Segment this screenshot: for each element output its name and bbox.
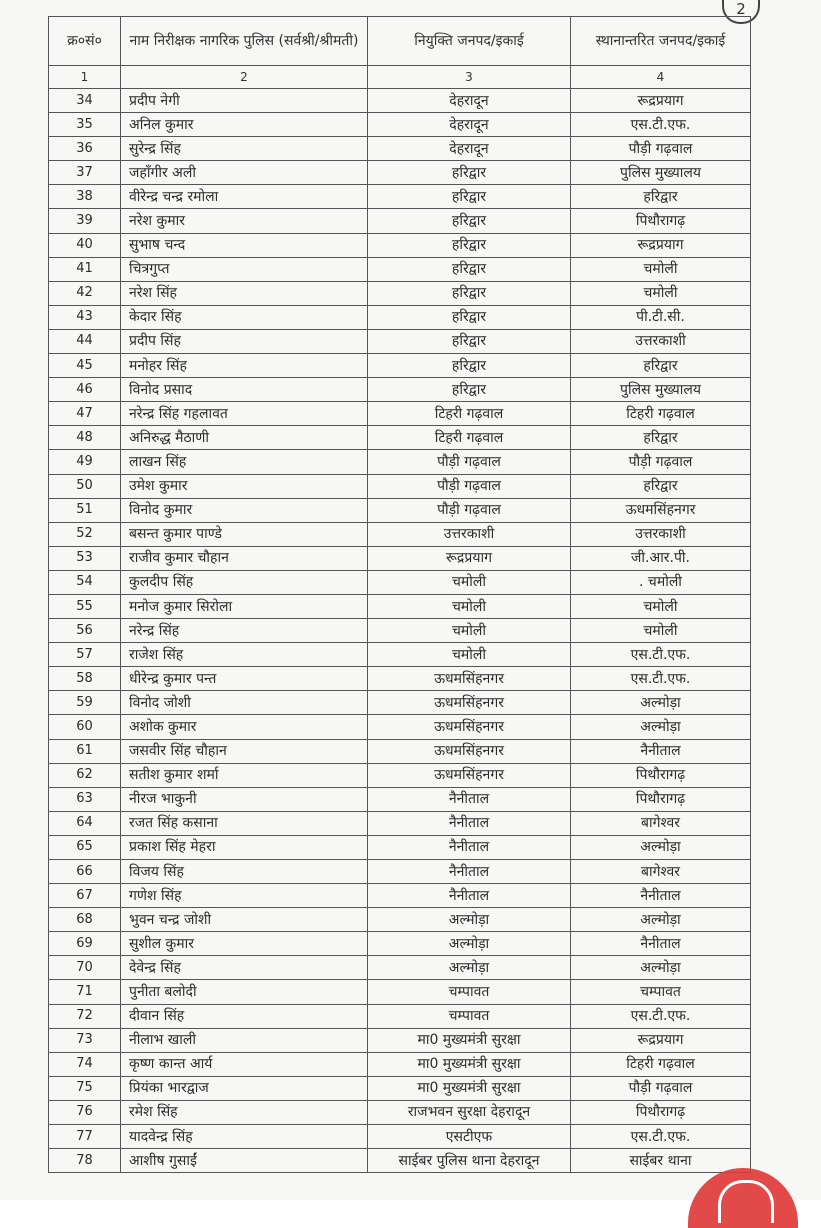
table-row xyxy=(49,354,751,378)
table-row xyxy=(49,1028,751,1052)
posting-cell: ऊधमसिंहनगर xyxy=(368,667,571,691)
table-row xyxy=(49,594,751,618)
table-row xyxy=(49,570,751,594)
serial-cell: 35 xyxy=(49,113,121,137)
transfer-cell: रूद्रप्रयाग xyxy=(571,233,751,257)
table-row xyxy=(49,305,751,329)
serial-cell: 52 xyxy=(49,522,121,546)
serial-cell: 65 xyxy=(49,835,121,859)
posting-cell: देहरादून xyxy=(368,113,571,137)
serial-cell: 56 xyxy=(49,619,121,643)
table-row xyxy=(49,426,751,450)
posting-cell: मा0 मुख्यमंत्री सुरक्षा xyxy=(368,1052,571,1076)
serial-cell: 57 xyxy=(49,643,121,667)
name-cell: नरेन्द्र सिंह गहलावत xyxy=(121,402,368,426)
table-row xyxy=(49,932,751,956)
posting-cell: हरिद्वार xyxy=(368,257,571,281)
transfer-cell: एस.टी.एफ. xyxy=(571,1125,751,1149)
table-row xyxy=(49,161,751,185)
serial-cell: 62 xyxy=(49,763,121,787)
posting-cell: नैनीताल xyxy=(368,884,571,908)
transfer-cell: एस.टी.एफ. xyxy=(571,667,751,691)
transfer-cell: अल्मोड़ा xyxy=(571,956,751,980)
posting-cell: चम्पावत xyxy=(368,1004,571,1028)
name-cell: सुरेन्द्र सिंह xyxy=(121,137,368,161)
transfer-cell: पौड़ी गढ़वाल xyxy=(571,1076,751,1100)
posting-cell: देहरादून xyxy=(368,89,571,113)
posting-cell: देहरादून xyxy=(368,137,571,161)
name-cell: दीवान सिंह xyxy=(121,1004,368,1028)
table-row xyxy=(49,835,751,859)
serial-cell: 76 xyxy=(49,1100,121,1124)
serial-cell: 47 xyxy=(49,402,121,426)
transfer-cell: हरिद्वार xyxy=(571,426,751,450)
posting-cell: राजभवन सुरक्षा देहरादून xyxy=(368,1100,571,1124)
posting-cell: चमोली xyxy=(368,643,571,667)
transfer-cell: पिथौरागढ़ xyxy=(571,787,751,811)
name-cell: रमेश सिंह xyxy=(121,1100,368,1124)
serial-cell: 55 xyxy=(49,594,121,618)
posting-cell: हरिद्वार xyxy=(368,281,571,305)
serial-cell: 42 xyxy=(49,281,121,305)
posting-cell: मा0 मुख्यमंत्री सुरक्षा xyxy=(368,1028,571,1052)
name-cell: सुशील कुमार xyxy=(121,932,368,956)
transfer-cell: पुलिस मुख्यालय xyxy=(571,378,751,402)
table-row xyxy=(49,1004,751,1028)
serial-cell: 46 xyxy=(49,378,121,402)
transfer-cell: पौड़ी गढ़वाल xyxy=(571,450,751,474)
table-row xyxy=(49,233,751,257)
name-cell: वीरेन्द्र चन्द्र रमोला xyxy=(121,185,368,209)
table-row xyxy=(49,908,751,932)
posting-cell: नैनीताल xyxy=(368,860,571,884)
table-row xyxy=(49,980,751,1004)
name-cell: मनोज कुमार सिरोला xyxy=(121,594,368,618)
name-cell: प्रदीप नेगी xyxy=(121,89,368,113)
table-row xyxy=(49,474,751,498)
posting-cell: ऊधमसिंहनगर xyxy=(368,739,571,763)
transfer-cell: बागेश्वर xyxy=(571,860,751,884)
header-serial: क्र०सं० xyxy=(49,17,121,66)
serial-cell: 54 xyxy=(49,570,121,594)
name-cell: विनोद प्रसाद xyxy=(121,378,368,402)
table-row xyxy=(49,763,751,787)
transfer-cell: एस.टी.एफ. xyxy=(571,113,751,137)
serial-cell: 71 xyxy=(49,980,121,1004)
posting-cell: चम्पावत xyxy=(368,980,571,1004)
transfer-cell: बागेश्वर xyxy=(571,811,751,835)
name-cell: अनिल कुमार xyxy=(121,113,368,137)
name-cell: गणेश सिंह xyxy=(121,884,368,908)
posting-cell: नैनीताल xyxy=(368,811,571,835)
name-cell: विनोद जोशी xyxy=(121,691,368,715)
serial-cell: 58 xyxy=(49,667,121,691)
badge-ring-icon xyxy=(718,1180,774,1223)
table-row xyxy=(49,739,751,763)
transfer-cell: चमोली xyxy=(571,619,751,643)
table-row xyxy=(49,811,751,835)
posting-cell: अल्मोड़ा xyxy=(368,908,571,932)
name-cell: नरेन्द्र सिंह xyxy=(121,619,368,643)
name-cell: आशीष गुसाईं xyxy=(121,1149,368,1173)
serial-cell: 49 xyxy=(49,450,121,474)
serial-cell: 74 xyxy=(49,1052,121,1076)
name-cell: रजत सिंह कसाना xyxy=(121,811,368,835)
table-row xyxy=(49,209,751,233)
transfer-cell: ऊधमसिंहनगर xyxy=(571,498,751,522)
table-row xyxy=(49,1052,751,1076)
name-cell: लाखन सिंह xyxy=(121,450,368,474)
serial-cell: 51 xyxy=(49,498,121,522)
transfer-cell: पौड़ी गढ़वाल xyxy=(571,137,751,161)
serial-cell: 53 xyxy=(49,546,121,570)
name-cell: भुवन चन्द्र जोशी xyxy=(121,908,368,932)
serial-cell: 61 xyxy=(49,739,121,763)
name-cell: प्रकाश सिंह मेहरा xyxy=(121,835,368,859)
table-row xyxy=(49,884,751,908)
transfer-table xyxy=(48,16,751,1173)
transfer-cell: उत्तरकाशी xyxy=(571,329,751,353)
posting-cell: हरिद्वार xyxy=(368,161,571,185)
name-cell: पुनीता बलोदी xyxy=(121,980,368,1004)
posting-cell: अल्मोड़ा xyxy=(368,932,571,956)
column-index: 3 xyxy=(368,66,571,89)
transfer-cell: नैनीताल xyxy=(571,739,751,763)
table-row xyxy=(49,1125,751,1149)
serial-cell: 70 xyxy=(49,956,121,980)
serial-cell: 36 xyxy=(49,137,121,161)
serial-cell: 60 xyxy=(49,715,121,739)
table-row xyxy=(49,715,751,739)
table-row xyxy=(49,1076,751,1100)
name-cell: जसवीर सिंह चौहान xyxy=(121,739,368,763)
transfer-cell: टिहरी गढ़वाल xyxy=(571,1052,751,1076)
table-row xyxy=(49,667,751,691)
posting-cell: हरिद्वार xyxy=(368,233,571,257)
posting-cell: नैनीताल xyxy=(368,787,571,811)
serial-cell: 43 xyxy=(49,305,121,329)
posting-cell: टिहरी गढ़वाल xyxy=(368,426,571,450)
posting-cell: हरिद्वार xyxy=(368,209,571,233)
posting-cell: ऊधमसिंहनगर xyxy=(368,763,571,787)
serial-cell: 50 xyxy=(49,474,121,498)
posting-cell: एसटीएफ xyxy=(368,1125,571,1149)
header-row xyxy=(49,17,751,66)
name-cell: विजय सिंह xyxy=(121,860,368,884)
table-row xyxy=(49,402,751,426)
posting-cell: हरिद्वार xyxy=(368,378,571,402)
name-cell: नरेश सिंह xyxy=(121,281,368,305)
transfer-cell: चमोली xyxy=(571,594,751,618)
table-row xyxy=(49,691,751,715)
serial-cell: 41 xyxy=(49,257,121,281)
serial-cell: 68 xyxy=(49,908,121,932)
posting-cell: टिहरी गढ़वाल xyxy=(368,402,571,426)
name-cell: देवेन्द्र सिंह xyxy=(121,956,368,980)
serial-cell: 40 xyxy=(49,233,121,257)
table-row xyxy=(49,956,751,980)
serial-cell: 48 xyxy=(49,426,121,450)
table-row xyxy=(49,450,751,474)
transfer-cell: पिथौरागढ़ xyxy=(571,763,751,787)
column-index: 1 xyxy=(49,66,121,89)
transfer-cell: अल्मोड़ा xyxy=(571,691,751,715)
table-row xyxy=(49,185,751,209)
header-posting: नियुक्ति जनपद/इकाई xyxy=(368,17,571,66)
serial-cell: 73 xyxy=(49,1028,121,1052)
table-row xyxy=(49,1100,751,1124)
posting-cell: हरिद्वार xyxy=(368,329,571,353)
table-row xyxy=(49,378,751,402)
transfer-cell: हरिद्वार xyxy=(571,474,751,498)
table-row xyxy=(49,787,751,811)
name-cell: नीरज भाकुनी xyxy=(121,787,368,811)
name-cell: अनिरुद्ध मैठाणी xyxy=(121,426,368,450)
header-name: नाम निरीक्षक नागरिक पुलिस (सर्वश्री/श्रीमती) xyxy=(121,17,368,66)
posting-cell: ऊधमसिंहनगर xyxy=(368,715,571,739)
transfer-cell: टिहरी गढ़वाल xyxy=(571,402,751,426)
serial-cell: 59 xyxy=(49,691,121,715)
transfer-cell: साईबर थाना xyxy=(571,1149,751,1173)
transfer-cell: उत्तरकाशी xyxy=(571,522,751,546)
name-cell: विनोद कुमार xyxy=(121,498,368,522)
serial-cell: 69 xyxy=(49,932,121,956)
posting-cell: रूद्रप्रयाग xyxy=(368,546,571,570)
transfer-cell: नैनीताल xyxy=(571,932,751,956)
posting-cell: हरिद्वार xyxy=(368,185,571,209)
name-cell: नीलाभ खाली xyxy=(121,1028,368,1052)
page-number: 2 xyxy=(722,0,760,24)
transfer-cell: जी.आर.पी. xyxy=(571,546,751,570)
transfer-cell: हरिद्वार xyxy=(571,185,751,209)
table-row xyxy=(49,498,751,522)
name-cell: केदार सिंह xyxy=(121,305,368,329)
table-row xyxy=(49,546,751,570)
serial-cell: 37 xyxy=(49,161,121,185)
serial-cell: 72 xyxy=(49,1004,121,1028)
serial-cell: 63 xyxy=(49,787,121,811)
posting-cell: ऊधमसिंहनगर xyxy=(368,691,571,715)
table-row xyxy=(49,1149,751,1173)
table-row xyxy=(49,329,751,353)
name-cell: राजेश सिंह xyxy=(121,643,368,667)
transfer-cell: रूद्रप्रयाग xyxy=(571,89,751,113)
posting-cell: साईबर पुलिस थाना देहरादून xyxy=(368,1149,571,1173)
posting-cell: चमोली xyxy=(368,570,571,594)
table-row xyxy=(49,281,751,305)
name-cell: सतीश कुमार शर्मा xyxy=(121,763,368,787)
serial-cell: 77 xyxy=(49,1125,121,1149)
serial-cell: 39 xyxy=(49,209,121,233)
name-cell: जहाँगीर अली xyxy=(121,161,368,185)
name-cell: कुलदीप सिंह xyxy=(121,570,368,594)
serial-cell: 75 xyxy=(49,1076,121,1100)
transfer-cell: रूद्रप्रयाग xyxy=(571,1028,751,1052)
transfer-cell: हरिद्वार xyxy=(571,354,751,378)
table-row xyxy=(49,137,751,161)
posting-cell: हरिद्वार xyxy=(368,354,571,378)
transfer-cell: एस.टी.एफ. xyxy=(571,643,751,667)
posting-cell: नैनीताल xyxy=(368,835,571,859)
transfer-cell: पिथौरागढ़ xyxy=(571,209,751,233)
name-cell: बसन्त कुमार पाण्डे xyxy=(121,522,368,546)
transfer-cell: पी.टी.सी. xyxy=(571,305,751,329)
serial-cell: 34 xyxy=(49,89,121,113)
transfer-cell: एस.टी.एफ. xyxy=(571,1004,751,1028)
column-index-row xyxy=(49,66,751,89)
posting-cell: मा0 मुख्यमंत्री सुरक्षा xyxy=(368,1076,571,1100)
table-row xyxy=(49,89,751,113)
posting-cell: अल्मोड़ा xyxy=(368,956,571,980)
transfer-cell: अल्मोड़ा xyxy=(571,835,751,859)
transfer-cell: चमोली xyxy=(571,257,751,281)
transfer-cell: अल्मोड़ा xyxy=(571,715,751,739)
posting-cell: चमोली xyxy=(368,619,571,643)
table-row xyxy=(49,257,751,281)
serial-cell: 38 xyxy=(49,185,121,209)
name-cell: यादवेन्द्र सिंह xyxy=(121,1125,368,1149)
posting-cell: उत्तरकाशी xyxy=(368,522,571,546)
table-row xyxy=(49,643,751,667)
column-index: 4 xyxy=(571,66,751,89)
table-row xyxy=(49,619,751,643)
name-cell: मनोहर सिंह xyxy=(121,354,368,378)
serial-cell: 44 xyxy=(49,329,121,353)
name-cell: राजीव कुमार चौहान xyxy=(121,546,368,570)
posting-cell: पौड़ी गढ़वाल xyxy=(368,474,571,498)
name-cell: अशोक कुमार xyxy=(121,715,368,739)
posting-cell: हरिद्वार xyxy=(368,305,571,329)
serial-cell: 45 xyxy=(49,354,121,378)
name-cell: प्रदीप सिंह xyxy=(121,329,368,353)
table-row xyxy=(49,860,751,884)
serial-cell: 64 xyxy=(49,811,121,835)
name-cell: सुभाष चन्द xyxy=(121,233,368,257)
name-cell: नरेश कुमार xyxy=(121,209,368,233)
name-cell: कृष्ण कान्त आर्य xyxy=(121,1052,368,1076)
posting-cell: पौड़ी गढ़वाल xyxy=(368,498,571,522)
name-cell: उमेश कुमार xyxy=(121,474,368,498)
table-row xyxy=(49,522,751,546)
transfer-cell: नैनीताल xyxy=(571,884,751,908)
transfer-cell: चम्पावत xyxy=(571,980,751,1004)
column-index: 2 xyxy=(121,66,368,89)
name-cell: प्रियंका भारद्वाज xyxy=(121,1076,368,1100)
header-transfer: स्थानान्तरित जनपद/इकाई xyxy=(571,17,751,66)
transfer-cell: अल्मोड़ा xyxy=(571,908,751,932)
name-cell: चित्रगुप्त xyxy=(121,257,368,281)
transfer-cell: . चमोली xyxy=(571,570,751,594)
posting-cell: चमोली xyxy=(368,594,571,618)
serial-cell: 66 xyxy=(49,860,121,884)
transfer-cell: पिथौरागढ़ xyxy=(571,1100,751,1124)
name-cell: धीरेन्द्र कुमार पन्त xyxy=(121,667,368,691)
serial-cell: 67 xyxy=(49,884,121,908)
table-row xyxy=(49,113,751,137)
transfer-cell: चमोली xyxy=(571,281,751,305)
serial-cell: 78 xyxy=(49,1149,121,1173)
posting-cell: पौड़ी गढ़वाल xyxy=(368,450,571,474)
transfer-cell: पुलिस मुख्यालय xyxy=(571,161,751,185)
